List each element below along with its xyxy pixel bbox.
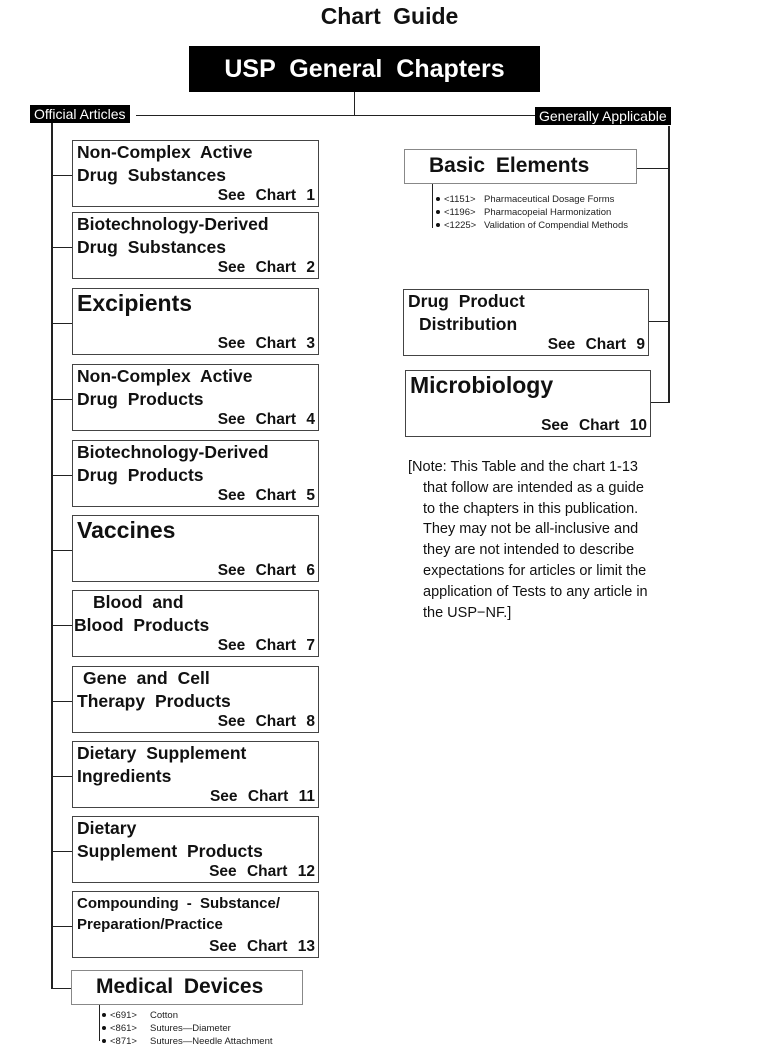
- see-chart-link[interactable]: See Chart 4: [217, 411, 315, 428]
- chart-box[interactable]: [72, 590, 319, 657]
- connector-microbiology: [651, 402, 669, 403]
- root-node-usp-general-chapters: USP General Chapters: [189, 46, 540, 92]
- box-title-line2: Therapy Products: [77, 691, 231, 711]
- connector-line: [51, 399, 72, 400]
- box-title-line1: Biotechnology-Derived: [77, 214, 269, 234]
- see-chart-link[interactable]: See Chart 11: [209, 788, 315, 805]
- connector-medical-devices: [51, 988, 71, 989]
- chart-box[interactable]: [72, 140, 319, 207]
- box-title-line1: Dietary: [77, 818, 137, 838]
- list-item: <691> Cotton: [110, 1009, 273, 1022]
- see-chart-link[interactable]: See Chart 2: [217, 259, 315, 276]
- note-line: the USP−NF.]: [423, 604, 512, 621]
- connector-line: [51, 625, 72, 626]
- box-title-line2: Drug Substances: [77, 237, 226, 257]
- basic-elements-label: Basic Elements: [429, 154, 590, 177]
- box-title-line2: Drug Substances: [77, 165, 226, 185]
- note-line: they are not intended to describe: [423, 542, 635, 559]
- see-chart-link[interactable]: See Chart 1: [217, 187, 315, 204]
- box-title-line1: Blood and: [93, 592, 184, 612]
- box-title-line2: Ingredients: [77, 766, 172, 786]
- chart-box[interactable]: [72, 212, 319, 279]
- connector-line: [51, 851, 72, 852]
- connector-line: [51, 247, 72, 248]
- see-chart-link[interactable]: See Chart 6: [217, 562, 315, 579]
- chart-box[interactable]: [72, 288, 319, 355]
- chart-box[interactable]: [72, 440, 319, 507]
- box-title-line1: Excipients: [77, 290, 193, 316]
- connector-line: [51, 175, 72, 176]
- drug-product-distribution-box[interactable]: [403, 289, 649, 356]
- official-articles-label: Official Articles: [30, 105, 130, 123]
- microbiology-box[interactable]: [405, 370, 651, 437]
- see-chart-link[interactable]: See Chart 13: [209, 938, 315, 955]
- basic-elements-bullet-line: [432, 184, 433, 228]
- chart-box[interactable]: [72, 515, 319, 582]
- note-line: [Note: This Table and the chart 1-13: [408, 459, 638, 475]
- chart-box[interactable]: [72, 741, 319, 808]
- list-item: <1225> Validation of Compendial Methods: [444, 219, 628, 232]
- note-line: expectations for articles or limit the: [423, 562, 647, 579]
- medical-devices-list: [110, 1009, 273, 1048]
- box-title-line1: Drug Product: [408, 291, 525, 311]
- chart-box[interactable]: [72, 891, 319, 958]
- see-chart-link[interactable]: See Chart 7: [217, 637, 315, 654]
- connector-line: [51, 323, 72, 324]
- chart-box[interactable]: [72, 666, 319, 733]
- connector-line: [51, 926, 72, 927]
- connector-line: [51, 701, 72, 702]
- box-title-line2: Drug Products: [77, 465, 204, 485]
- connector-distribution: [649, 321, 669, 322]
- box-title-line1: Gene and Cell: [83, 668, 210, 688]
- note-line: application of Tests to any article in: [423, 583, 648, 600]
- connector-line: [51, 475, 72, 476]
- box-title-line1: Compounding - Substance/: [77, 895, 280, 912]
- connector-basic-elements: [637, 168, 669, 169]
- basic-elements-box[interactable]: [404, 149, 637, 184]
- list-item: <871> Sutures—Needle Attachment: [110, 1035, 273, 1048]
- note-line: to the chapters in this publication.: [423, 500, 639, 517]
- box-title-line1: Non-Complex Active: [77, 366, 253, 386]
- list-item: <1196> Pharmacopeial Harmonization: [444, 206, 628, 219]
- list-item: <861> Sutures—Diameter: [110, 1022, 273, 1035]
- root-stem-line: [354, 92, 355, 116]
- chart-box[interactable]: [72, 816, 319, 883]
- note-line: They may not be all-inclusive and: [423, 521, 639, 538]
- connector-line: [51, 550, 72, 551]
- medical-devices-label: Medical Devices: [96, 975, 264, 998]
- box-title-line1: Vaccines: [77, 517, 176, 543]
- list-item: <1151> Pharmaceutical Dosage Forms: [444, 193, 628, 206]
- see-chart-link[interactable]: See Chart 10: [541, 417, 647, 434]
- top-horizontal-line: [136, 115, 536, 116]
- box-title-line2: Preparation/Practice: [77, 916, 223, 933]
- see-chart-link[interactable]: See Chart 8: [217, 713, 315, 730]
- see-chart-link[interactable]: See Chart 5: [217, 487, 315, 504]
- see-chart-link[interactable]: See Chart 9: [547, 336, 645, 353]
- basic-elements-list: [444, 193, 628, 232]
- box-title-line2: Blood Products: [74, 615, 210, 635]
- box-title-line1: Microbiology: [410, 372, 554, 398]
- note-line: that follow are intended as a guide: [423, 479, 644, 496]
- box-title-line1: Non-Complex Active: [77, 142, 253, 162]
- box-title-line2: Distribution: [419, 314, 518, 334]
- box-title-line1: Dietary Supplement: [77, 743, 247, 763]
- generally-applicable-label: Generally Applicable: [535, 107, 671, 125]
- medical-devices-bullet-line: [99, 1005, 100, 1041]
- left-spine-line: [51, 122, 53, 989]
- chart-box[interactable]: [72, 364, 319, 431]
- connector-line: [51, 776, 72, 777]
- box-title-line2: Drug Products: [77, 389, 204, 409]
- page-title: Chart Guide: [320, 3, 459, 29]
- medical-devices-box[interactable]: [71, 970, 303, 1005]
- note-text: [408, 457, 648, 623]
- box-title-line2: Supplement Products: [77, 841, 263, 861]
- box-title-line1: Biotechnology-Derived: [77, 442, 269, 462]
- see-chart-link[interactable]: See Chart 3: [217, 335, 315, 352]
- see-chart-link[interactable]: See Chart 12: [209, 863, 315, 880]
